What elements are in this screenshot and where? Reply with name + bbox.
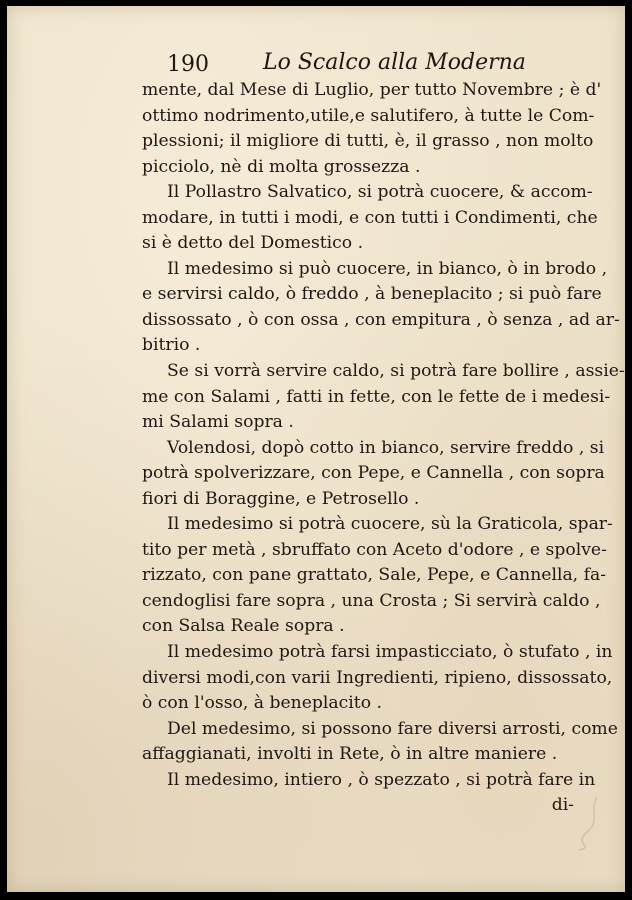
body-text (142, 78, 625, 819)
paragraph-start-line: Il medesimo, intiero , ò spezzato , si potrà fare in (167, 769, 596, 790)
text-line: fiori di Boraggine, e Petrosello . (142, 488, 420, 509)
text-line: modare, in tutti i modi, e con tutti i Condimenti, che (142, 207, 598, 228)
text-line: tito per metà , sbruffato con Aceto d'odore , e spolve- (142, 539, 607, 560)
text-line: diversi modi,con varii Ingredienti, ripieno, dissossato, (142, 667, 613, 688)
text-line: dissossato , ò con ossa , con empitura , ò senza , ad ar- (142, 309, 620, 330)
text-line: picciolo, nè di molta grossezza . (142, 156, 421, 177)
paragraph-start-line: Il medesimo si potrà cuocere, sù la Graticola, spar- (167, 514, 613, 535)
catchword: di- (551, 795, 574, 816)
text-line: me con Salami , fatti in fette, con le fette de i medesi- (142, 386, 611, 407)
paragraph-start-line: Il Pollastro Salvatico, si potrà cuocere, & accom- (167, 182, 593, 203)
text-line: rizzato, con pane grattato, Sale, Pepe, e Cannella, fa- (142, 565, 607, 586)
running-title: Lo Scalco alla Moderna (263, 50, 526, 75)
text-line: mi Salami sopra . (142, 412, 294, 433)
paragraph-start-line: Il medesimo potrà farsi impasticciato, ò stufato , in (167, 642, 613, 663)
text-line: ò con l'osso, à beneplacito . (142, 693, 382, 714)
text-line: con Salsa Reale sopra . (142, 616, 345, 637)
text-line: mente, dal Mese di Luglio, per tutto Novembre ; è d' (142, 80, 602, 100)
text-line: cendoglisi fare sopra , una Crosta ; Si servirà caldo , (142, 590, 601, 611)
text-line: affaggianati, involti in Rete, ò in altre maniere . (142, 744, 558, 765)
page-number: 190 (167, 52, 209, 77)
text-line: plessioni; il migliore di tutti, è, il grasso , non molto (142, 131, 594, 152)
text-line: si è detto del Domestico . (142, 233, 364, 254)
book-page (7, 6, 625, 892)
text-line: bitrio . (142, 335, 201, 356)
paragraph-start-line: Del medesimo, si possono fare diversi arrosti, come (167, 718, 618, 739)
paragraph-start-line: Volendosi, dopò cotto in bianco, servire freddo , si (167, 437, 605, 458)
paragraph-start-line: Il medesimo si può cuocere, in bianco, ò in brodo , (167, 258, 608, 279)
text-line: potrà spolverizzare, con Pepe, e Cannella , con sopra (142, 463, 605, 484)
text-line: ottimo nodrimento,utile,e salutifero, à tutte le Com- (142, 105, 595, 126)
text-line: e servirsi caldo, ò freddo , à beneplacito ; si può fare (142, 284, 602, 305)
paragraph-start-line: Se si vorrà servire caldo, si potrà fare bollire , assie- (167, 361, 625, 382)
paper-stain-decoration (567, 792, 607, 852)
